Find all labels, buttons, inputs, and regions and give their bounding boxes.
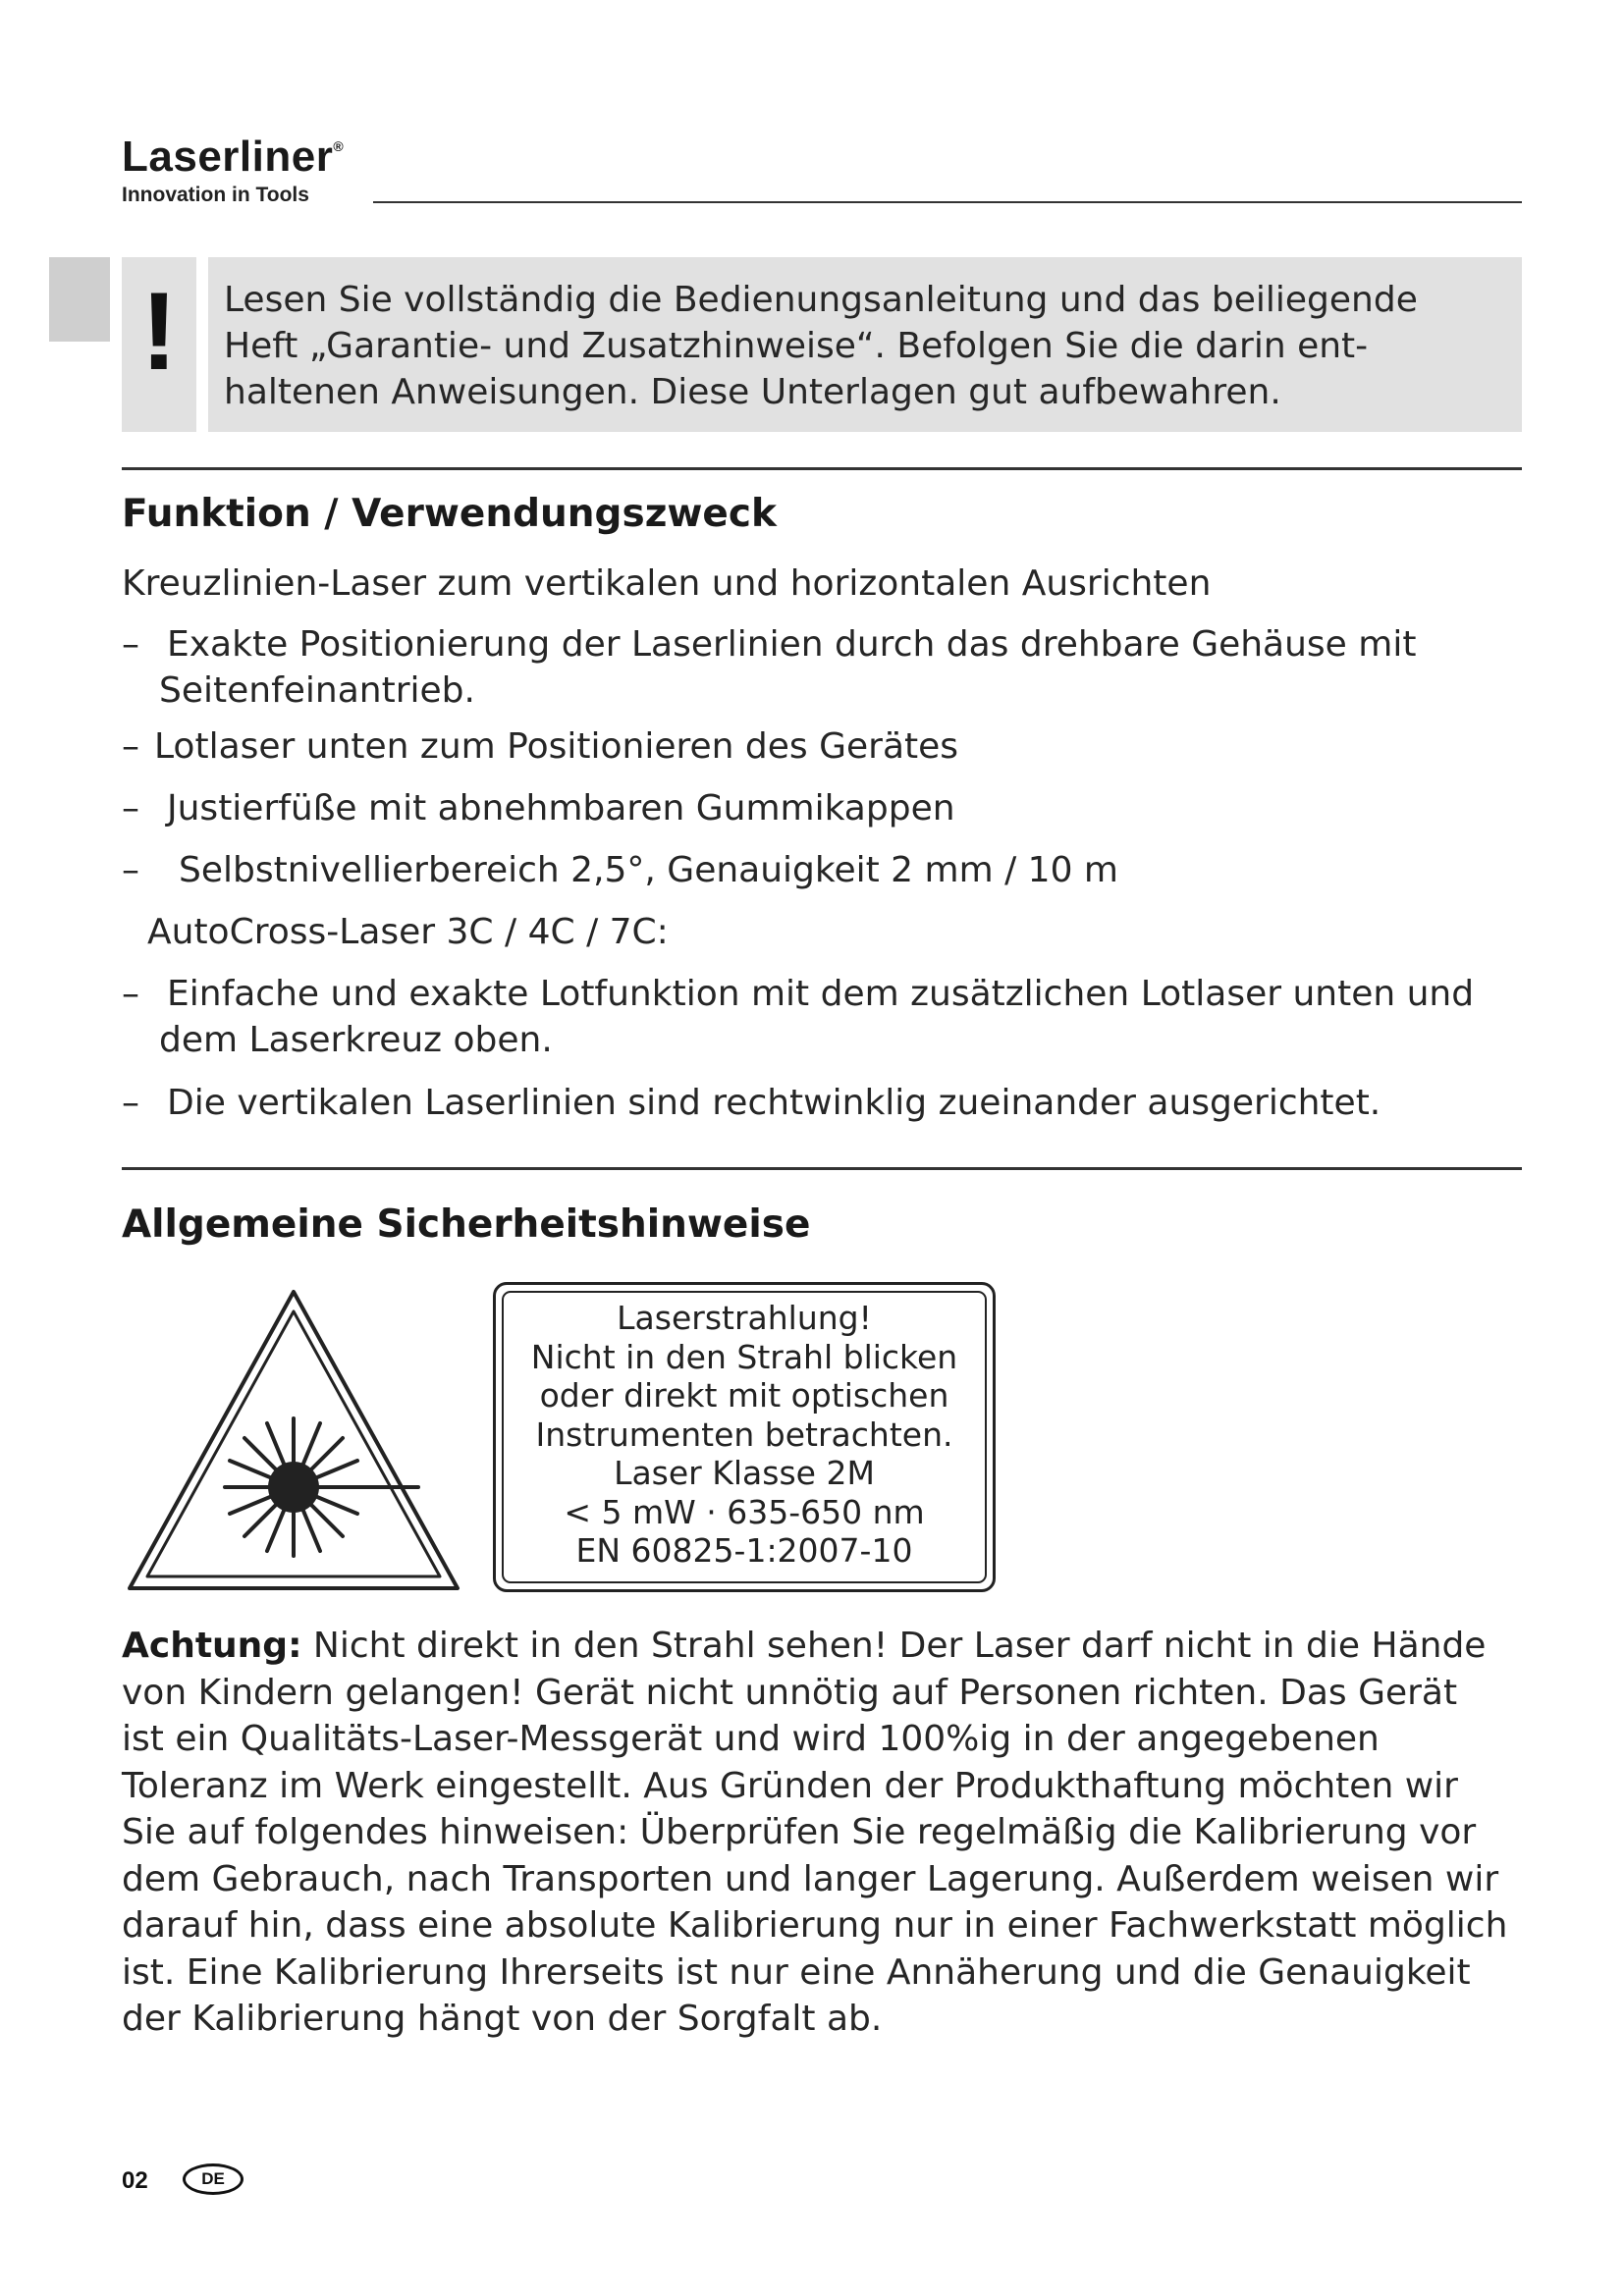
section-title-safety: Allgemeine Sicherheitshinweise xyxy=(122,1202,811,1247)
caution-line: von Kindern gelangen! Gerät nicht unnötig auf Personen richten. Das Gerät xyxy=(122,1672,1458,1713)
exclamation-icon: ! xyxy=(140,270,178,393)
list-dash: – xyxy=(122,624,139,665)
list-item-continuation: dem Laserkreuz oben. xyxy=(159,1020,553,1060)
caution-line: darauf hin, dass eine absolute Kalibrierung nur in einer Fachwerkstatt möglich xyxy=(122,1905,1508,1946)
caution-line: der Kalibrierung hängt von der Sorgfalt ab. xyxy=(122,1999,883,2039)
list-item xyxy=(122,785,1522,831)
warning-sign-text xyxy=(496,1299,993,1571)
notice-text xyxy=(224,277,1510,415)
notice-line: Heft „Garantie- und Zusatzhinweise“. Befolgen Sie die darin ent- xyxy=(224,326,1369,366)
brand-logo xyxy=(122,135,344,179)
brand-name: Laserliner xyxy=(122,133,334,181)
notice-line: haltenen Anweisungen. Diese Unterlagen gut aufbewahren. xyxy=(224,372,1281,412)
section-divider xyxy=(122,467,1522,470)
page-number: 02 xyxy=(122,2167,148,2194)
sign-line: < 5 mW · 635-650 nm xyxy=(564,1492,925,1531)
list-item-text: Justierfüße mit abnehmbaren Gummikappen xyxy=(167,788,955,828)
caution-line: Sie auf folgendes hinweisen: Überprüfen Sie regelmäßig die Kalibrierung vor xyxy=(122,1812,1477,1852)
model-subheading: AutoCross-Laser 3C / 4C / 7C: xyxy=(147,912,669,952)
list-item-text: Lotlaser unten zum Positionieren des Gerätes xyxy=(154,726,959,767)
sign-line: EN 60825-1:2007-10 xyxy=(575,1531,913,1570)
caution-line: Toleranz im Werk eingestellt. Aus Gründen der Produkthaftung möchten wir xyxy=(122,1765,1458,1806)
sign-line: Laser Klasse 2M xyxy=(614,1454,875,1492)
list-item-text: Exakte Positionierung der Laserlinien durch das drehbare Gehäuse mit xyxy=(167,624,1417,665)
language-badge: DE xyxy=(183,2163,244,2195)
list-item-text: Die vertikalen Laserlinien sind rechtwinklig zueinander ausgerichtet. xyxy=(167,1083,1381,1123)
function-intro: Kreuzlinien-Laser zum vertikalen und horizontalen Ausrichten xyxy=(122,563,1212,604)
list-dash: – xyxy=(122,1083,139,1123)
caution-text: Nicht direkt in den Strahl sehen! Der Laser darf nicht in die Hände xyxy=(301,1626,1487,1666)
caution-line: ist. Eine Kalibrierung Ihrerseits ist nur eine Annäherung und die Genauigkeit xyxy=(122,1951,1471,1993)
notice-line: Lesen Sie vollständig die Bedienungsanleitung und das beiliegende xyxy=(224,280,1418,320)
header-rule xyxy=(373,201,1522,203)
list-dash: – xyxy=(122,788,139,828)
caution-line xyxy=(122,1623,1536,1670)
list-item xyxy=(122,847,1522,893)
sign-line: Instrumenten betrachten. xyxy=(535,1415,953,1454)
caution-line: ist ein Qualitäts-Laser-Messgerät und wird 100%ig in der angegebenen xyxy=(122,1719,1380,1759)
list-item-text: Einfache und exakte Lotfunktion mit dem zusätzlichen Lotlaser unten und xyxy=(167,974,1475,1014)
side-tab-marker xyxy=(49,257,110,342)
list-item xyxy=(122,1080,1522,1126)
laser-warning-triangle-icon xyxy=(124,1286,463,1596)
list-dash: – xyxy=(122,726,139,767)
list-item-text: Selbstnivellierbereich 2,5°, Genauigkeit 2 mm / 10 m xyxy=(179,850,1118,890)
brand-tagline: Innovation in Tools xyxy=(122,184,309,206)
list-item xyxy=(122,971,1522,1063)
list-dash: – xyxy=(122,850,139,890)
caution-line: dem Gebrauch, nach Transporten und langer Lagerung. Außerdem weisen wir xyxy=(122,1858,1499,1899)
laser-warning-sign xyxy=(493,1282,996,1592)
registered-mark: ® xyxy=(333,138,345,154)
caution-paragraph xyxy=(122,1623,1536,2043)
section-title-function: Funktion / Verwendungszweck xyxy=(122,492,777,536)
sign-line: Laserstrahlung! xyxy=(617,1299,872,1337)
list-item xyxy=(122,621,1522,714)
caution-label: Achtung: xyxy=(122,1626,302,1666)
list-item xyxy=(122,723,1522,770)
list-dash: – xyxy=(122,974,139,1014)
section-divider xyxy=(122,1167,1522,1170)
sign-line: Nicht in den Strahl blicken xyxy=(530,1337,958,1376)
list-item-continuation: Seitenfeinantrieb. xyxy=(159,670,475,711)
sign-line: oder direkt mit optischen xyxy=(539,1376,949,1415)
